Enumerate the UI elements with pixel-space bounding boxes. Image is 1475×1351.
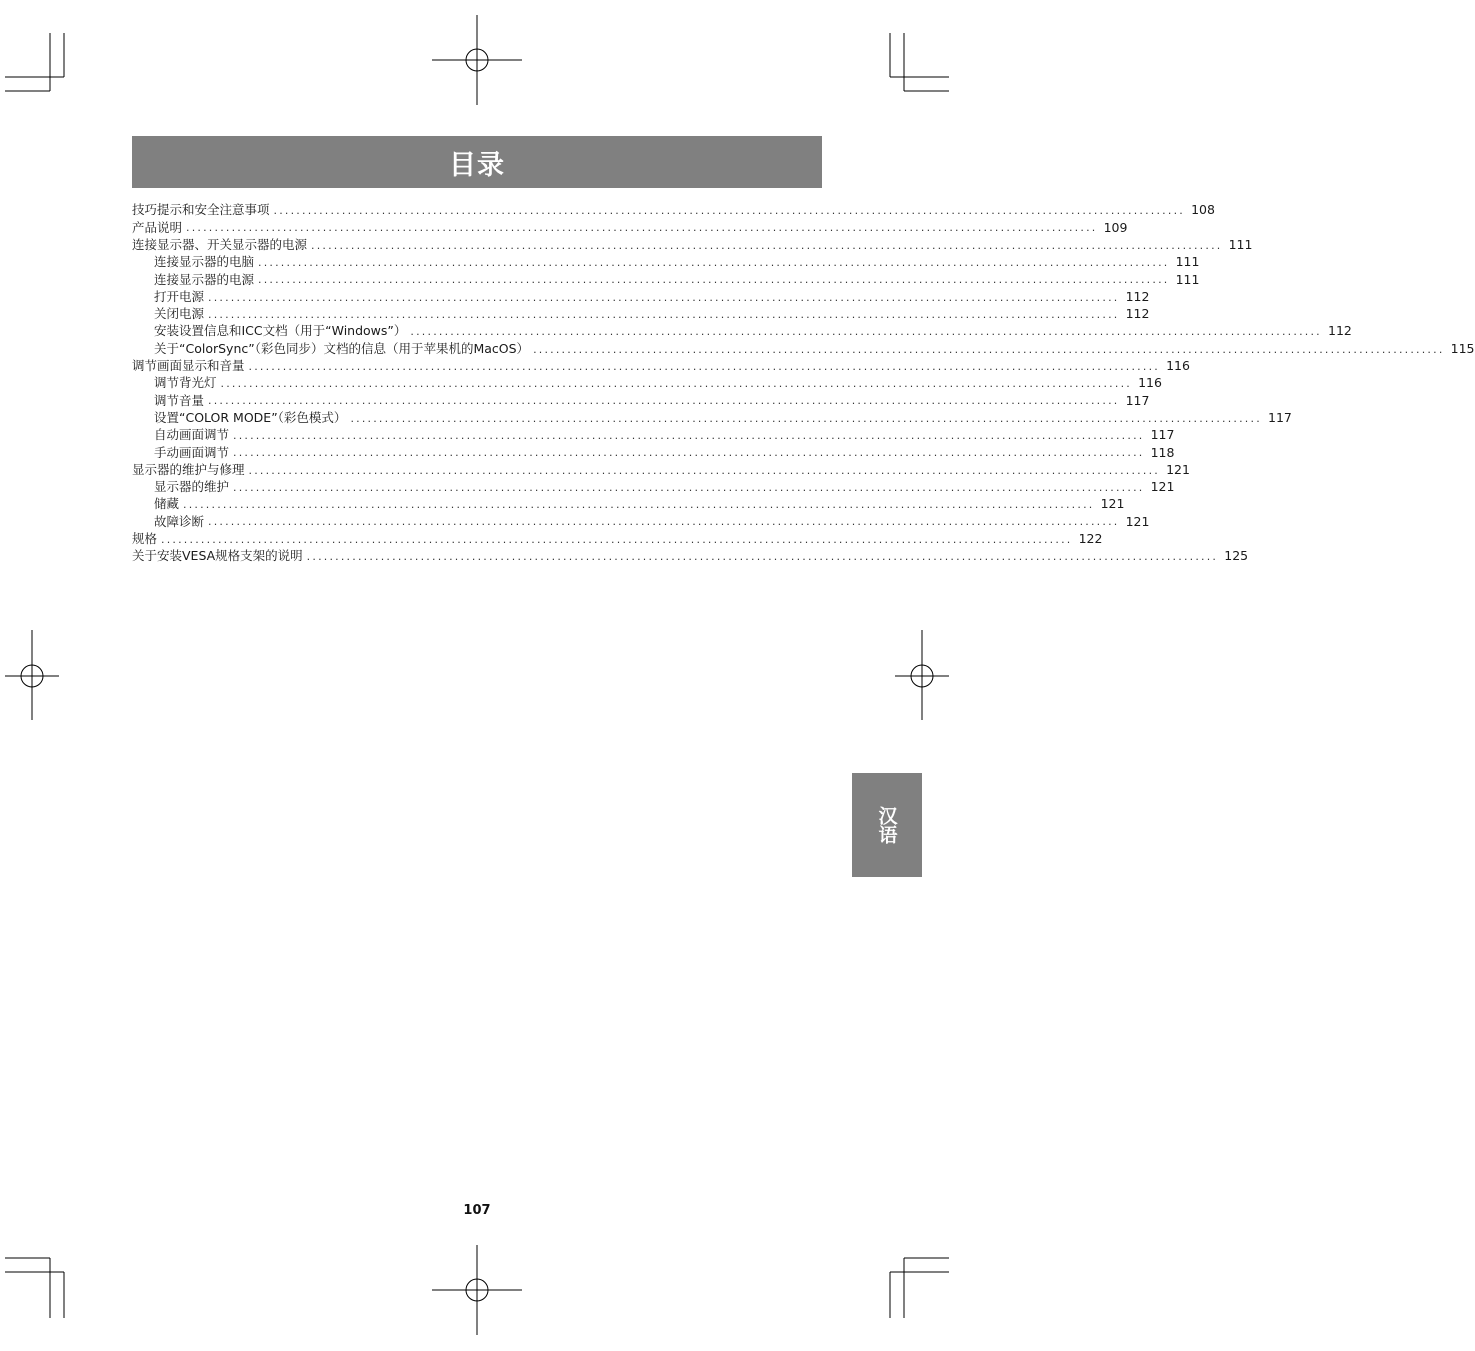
language-tab (852, 773, 922, 877)
toc-entry-label: 连接显示器、开关显示器的电源 (132, 236, 308, 252)
toc-dot-leader: ................................................................................................................................................................ (208, 307, 1120, 321)
toc-entry-page: 121 (1100, 496, 1125, 512)
toc-entry-page: 122 (1078, 531, 1103, 547)
toc-entry-page: 116 (1166, 358, 1190, 374)
page-number: 107 (463, 1203, 491, 1218)
toc-dot-leader: ................................................................................................................................................................ (248, 463, 1160, 477)
page-title: 目录 (449, 149, 505, 181)
toc-entry-label: 手动画面调节 (154, 444, 230, 460)
toc-entry-label: 连接显示器的电源 (154, 271, 255, 287)
toc-entry[interactable] (132, 513, 1150, 530)
toc-entry-label: 显示器的维护与修理 (132, 461, 245, 477)
toc-dot-leader: ................................................................................................................................................................ (533, 342, 1445, 356)
toc-entry-label: 关于“ColorSync”（彩色同步）文档的信息（用于苹果机的MacOS） (154, 340, 530, 356)
toc-dot-leader: ................................................................................................................................................................ (186, 221, 1098, 235)
toc-entry-label: 调节画面显示和音量 (132, 358, 245, 374)
toc-entry[interactable] (132, 427, 1175, 444)
toc-entry-page: 121 (1150, 479, 1175, 495)
toc-dot-leader: ................................................................................................................................................................ (410, 325, 1322, 339)
toc-entry[interactable] (132, 358, 1190, 375)
toc-entry[interactable] (132, 444, 1175, 461)
toc-entry-page: 111 (1175, 254, 1200, 270)
toc-entry-label: 技巧提示和安全注意事项 (132, 202, 270, 218)
toc-entry[interactable] (132, 461, 1190, 478)
toc-entry[interactable] (132, 288, 1150, 305)
toc-entry[interactable] (132, 496, 1125, 513)
toc-entry-page: 111 (1175, 271, 1200, 287)
toc-entry[interactable] (132, 479, 1175, 496)
toc-dot-leader: ................................................................................................................................................................ (183, 498, 1095, 512)
toc-entry[interactable] (132, 236, 1253, 254)
toc-entry-page: 117 (1268, 409, 1292, 425)
toc-entry-page: 115 (1450, 340, 1475, 356)
toc-dot-leader: ................................................................................................................................................................ (208, 394, 1120, 408)
toc-entry[interactable] (132, 340, 1475, 357)
language-tab-label: 汉语 (875, 806, 898, 844)
toc-entry-label: 调节背光灯 (154, 375, 217, 391)
toc-entry-label: 打开电源 (154, 288, 205, 304)
toc-dot-leader: ................................................................................................................................................................ (233, 446, 1145, 460)
toc-entry-page: 117 (1150, 427, 1175, 443)
toc-dot-leader: ................................................................................................................................................................ (273, 204, 1185, 218)
toc-entry-label: 自动画面调节 (154, 427, 230, 443)
toc-entry-page: 111 (1228, 236, 1253, 252)
toc-entry-label: 储藏 (154, 496, 180, 512)
toc-entry-label: 关闭电源 (154, 306, 205, 322)
toc-entry-page: 121 (1125, 513, 1150, 529)
toc-entry[interactable] (132, 548, 1249, 565)
toc-entry-page: 109 (1103, 219, 1128, 235)
toc-entry-label: 故障诊断 (154, 513, 205, 529)
toc-dot-leader: ................................................................................................................................................................ (161, 532, 1073, 546)
toc-entry[interactable] (132, 202, 1215, 219)
toc-dot-leader: ................................................................................................................................................................ (208, 515, 1120, 529)
toc-entry[interactable] (132, 323, 1352, 340)
toc-entry-page: 108 (1191, 202, 1215, 218)
toc-entry-label: 设置“COLOR MODE”（彩色模式） (154, 409, 347, 425)
toc-entry-page: 125 (1224, 548, 1249, 564)
toc-entry[interactable] (132, 219, 1128, 236)
toc-entry-page: 118 (1150, 444, 1175, 460)
toc-entry[interactable] (132, 306, 1150, 323)
toc-entry-page: 121 (1166, 461, 1190, 477)
toc-dot-leader: ................................................................................................................................................................ (258, 256, 1170, 270)
toc-entry[interactable] (132, 375, 1162, 392)
toc-dot-leader: ................................................................................................................................................................ (306, 550, 1219, 564)
toc-entry-label: 连接显示器的电脑 (154, 254, 255, 270)
toc-entry[interactable] (132, 254, 1200, 271)
toc-entry-label: 显示器的维护 (154, 479, 230, 495)
page-title-bar (132, 136, 822, 188)
toc-entry[interactable] (132, 409, 1292, 427)
toc-dot-leader: ................................................................................................................................................................ (258, 273, 1170, 287)
toc-dot-leader: ................................................................................................................................................................ (208, 290, 1120, 304)
toc-entry-label: 安装设置信息和ICC文档（用于“Windows”） (154, 323, 407, 339)
toc-entry-label: 关于安装VESA规格支架的说明 (132, 548, 303, 564)
toc-dot-leader: ................................................................................................................................................................ (350, 411, 1262, 425)
toc-entry[interactable] (132, 392, 1150, 409)
toc-dot-leader: ................................................................................................................................................................ (220, 377, 1132, 391)
toc-entry-page: 112 (1328, 323, 1352, 339)
toc-entry-page: 116 (1138, 375, 1162, 391)
toc-entry-label: 产品说明 (132, 219, 183, 235)
toc-dot-leader: ................................................................................................................................................................ (311, 238, 1223, 252)
toc-dot-leader: ................................................................................................................................................................ (233, 429, 1145, 442)
toc-entry[interactable] (132, 271, 1200, 288)
toc-entry-label: 调节音量 (154, 392, 205, 408)
toc-entry-label: 规格 (132, 531, 158, 547)
toc-dot-leader: ................................................................................................................................................................ (248, 359, 1160, 373)
toc-entry[interactable] (132, 531, 1103, 548)
toc-dot-leader: ................................................................................................................................................................ (233, 480, 1145, 494)
toc-entry-page: 112 (1125, 306, 1150, 322)
toc-entry-page: 112 (1125, 288, 1150, 304)
toc-entry-page: 117 (1125, 392, 1150, 408)
table-of-contents (132, 202, 1475, 565)
